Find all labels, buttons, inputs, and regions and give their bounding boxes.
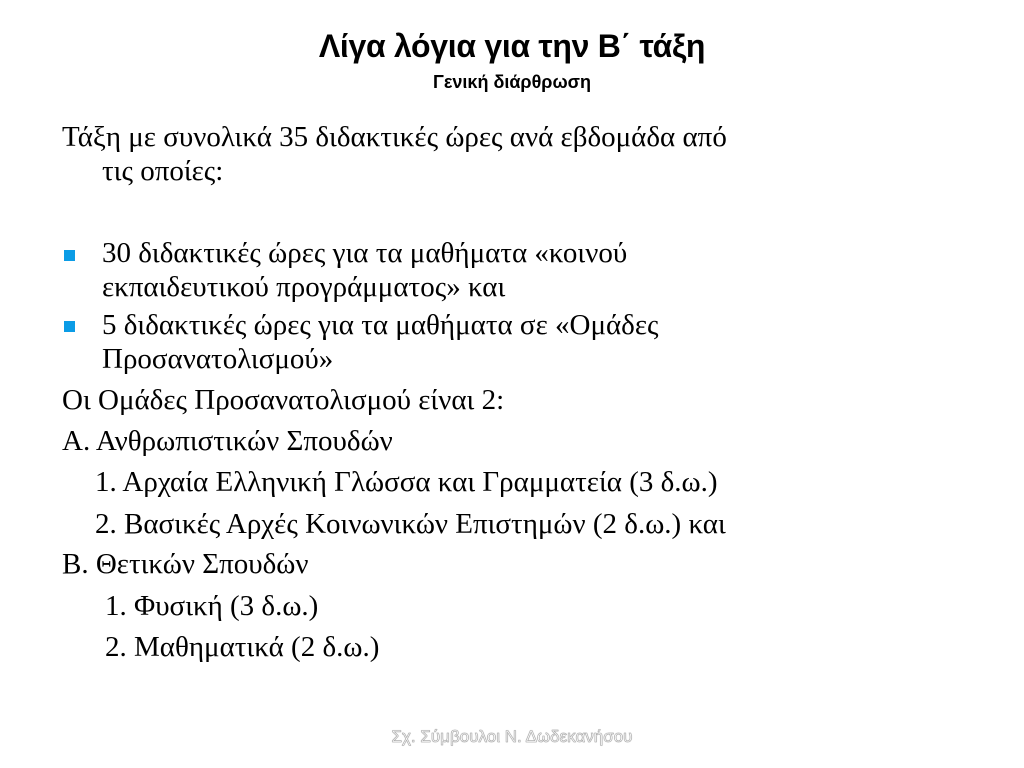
bullet-square-icon <box>64 321 75 332</box>
group-a-item-2: 2. Βασικές Αρχές Κοινωνικών Επιστημών (2 δ.ω.) και <box>95 508 726 540</box>
bullet-2-line-2: Προσανατολισμού» <box>102 343 334 375</box>
group-b-item-2: 2. Μαθηματικά (2 δ.ω.) <box>105 631 380 663</box>
bullet-1-line-2: εκπαιδευτικού προγράμματος» και <box>102 271 506 303</box>
bullet-2-line-1: 5 διδακτικές ώρες για τα μαθήματα σε «Ομάδες <box>102 309 659 341</box>
slide-subtitle: Γενική διάρθρωση <box>433 72 591 92</box>
slide-footer: Σχ. Σύμβουλοι Ν. Δωδεκανήσου <box>391 727 633 746</box>
group-b-item-1: 1. Φυσική (3 δ.ω.) <box>105 590 319 622</box>
slide-title: Λίγα λόγια για την Β΄ τάξη <box>318 28 706 64</box>
group-a-heading: Α. Ανθρωπιστικών Σπουδών <box>62 425 393 457</box>
bullet-1-line-1: 30 διδακτικές ώρες για τα μαθήματα «κοινού <box>102 237 628 269</box>
group-a-item-1: 1. Αρχαία Ελληνική Γλώσσα και Γραμματεία (3 δ.ω.) <box>95 466 718 498</box>
bullet-square-icon <box>64 250 75 261</box>
group-b-heading: Β. Θετικών Σπουδών <box>62 548 309 580</box>
intro-line-2: τις οποίες: <box>102 155 224 187</box>
intro-line-1: Τάξη με συνολικά 35 διδακτικές ώρες ανά εβδομάδα από <box>62 121 727 153</box>
groups-intro: Οι Ομάδες Προσανατολισμού είναι 2: <box>62 384 505 416</box>
